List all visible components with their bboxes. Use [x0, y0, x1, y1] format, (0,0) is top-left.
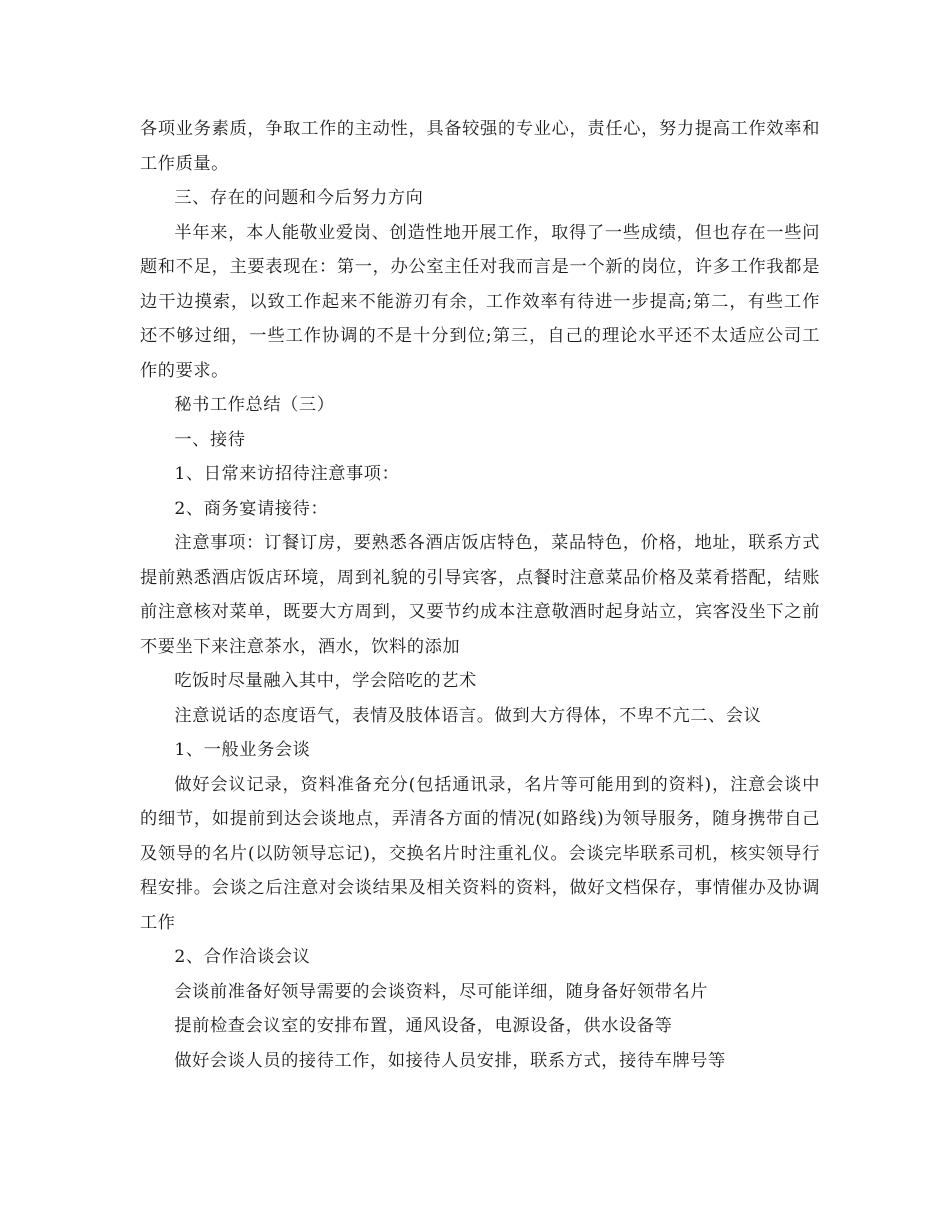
section-heading: 三、存在的问题和今后努力方向	[174, 188, 424, 208]
subsection-heading: 1、日常来访招待注意事项：	[174, 464, 400, 484]
subsection-heading: 2、合作洽谈会议	[174, 947, 311, 967]
subsection-heading: 1、一般业务会谈	[174, 740, 311, 760]
section-heading: 一、接待	[174, 429, 246, 450]
paragraph: 会谈前准备好领导需要的会谈资料，尽可能详细，随身备好领带名片	[174, 981, 709, 1002]
paragraph: 做好会谈人员的接待工作，如接待人员安排，联系方式，接待车牌号等	[174, 1050, 726, 1071]
paragraph: 提前检查会议室的安排布置，通风设备，电源设备，供水设备等	[174, 1016, 673, 1036]
subsection-heading: 2、商务宴请接待：	[174, 498, 329, 519]
paragraph: 各项业务素质，争取工作的主动性，具备较强的专业心，责任心，努力提高工作效率和工作质量。	[140, 119, 820, 174]
document-title: 秘书工作总结（三）	[174, 395, 335, 415]
document-body	[140, 112, 820, 1078]
paragraph: 注意事项：订餐订房，要熟悉各酒店饭店特色，菜品特色，价格，地址，联系方式提前熟悉酒店饭店环境，周到礼貌的引导宾客，点餐时注意菜品价格及菜肴搭配，结账前注意核对菜单，既要大方周到，又要节约成本注意敬酒时起身站立，宾客没坐下之前不要坐下来注意茶水，酒水，饮料的添加	[140, 533, 820, 657]
paragraph: 做好会议记录，资料准备充分(包括通讯录，名片等可能用到的资料)，注意会谈中的细节，如提前到达会谈地点，弄清各方面的情况(如路线)为领导服务，随身携带自己及领导的名片(以防领导忘记)，交换名片时注重礼仪。会谈完毕联系司机，核实领导行程安排。会谈之后注意对会谈结果及相关资料的资料，做好文档保存，事情催办及协调工作	[140, 774, 820, 933]
paragraph: 半年来，本人能敬业爱岗、创造性地开展工作，取得了一些成绩，但也存在一些问题和不足，主要表现在：第一，办公室主任对我而言是一个新的岗位，许多工作我都是边干边摸索，以致工作起来不能游刃有余，工作效率有待进一步提高;第二，有些工作还不够过细，一些工作协调的不是十分到位;第三，自己的理论水平还不太适应公司工作的要求。	[140, 222, 820, 381]
paragraph: 吃饭时尽量融入其中，学会陪吃的艺术	[174, 671, 477, 691]
paragraph: 注意说话的态度语气，表情及肢体语言。做到大方得体，不卑不亢二、会议	[174, 705, 762, 726]
